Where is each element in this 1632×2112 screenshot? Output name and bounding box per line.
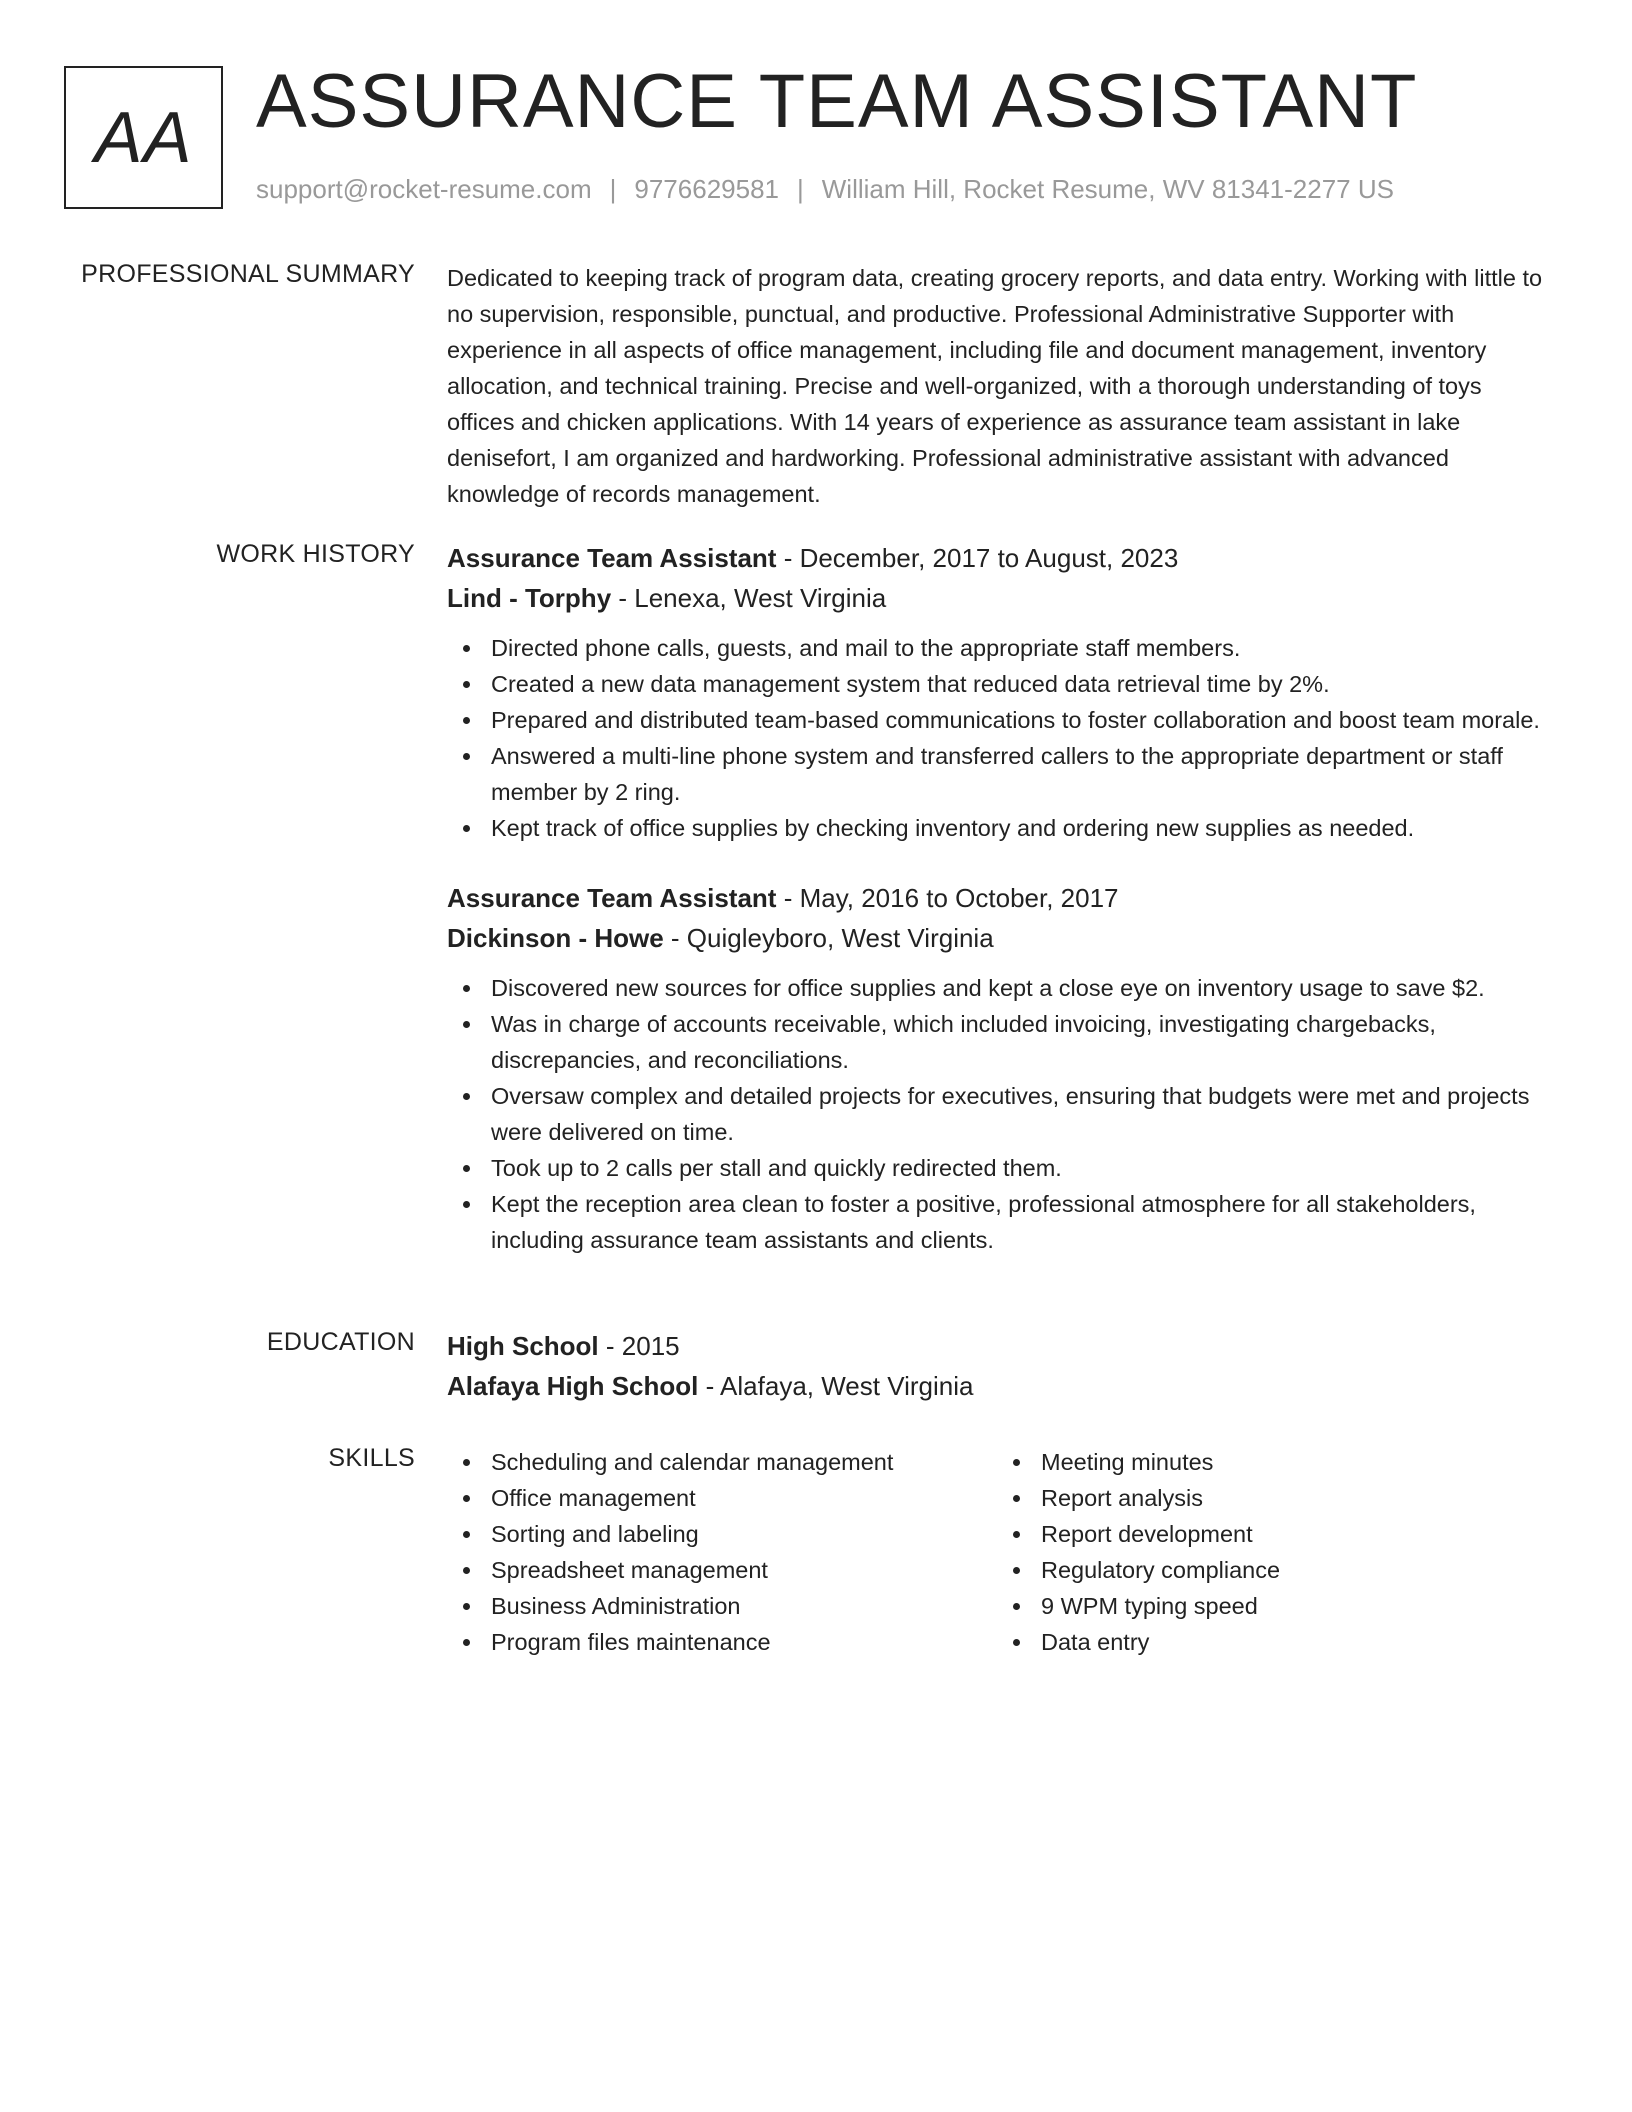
job-company-line [447,578,1552,618]
list-item: Answered a multi-line phone system and transferred callers to the appropriate department or staff member by 2 ring. [447,738,1552,810]
skill-item: Business Administration [447,1588,997,1624]
skills-body [447,1444,1552,1660]
work-history-body [447,538,1552,1258]
skill-item: Report development [997,1516,1547,1552]
job-location: - Lenexa, West Virginia [611,583,887,613]
job-bullets [447,630,1552,846]
skills-columns [447,1444,1552,1660]
skill-item: Regulatory compliance [997,1552,1547,1588]
contact-line [256,174,1394,205]
list-item: Kept the reception area clean to foster a positive, professional atmosphere for all stakeholders, including assurance team assistants and clients. [447,1186,1552,1258]
list-item: Took up to 2 calls per stall and quickly redirected them. [447,1150,1552,1186]
job-title: Assurance Team Assistant [447,883,777,913]
skill-item: Office management [447,1480,997,1516]
contact-email: support@rocket-resume.com [256,174,592,204]
list-item: Directed phone calls, guests, and mail to the appropriate staff members. [447,630,1552,666]
skills-column-left [447,1444,997,1660]
job-bullets [447,970,1552,1258]
contact-separator: | [797,174,804,204]
skill-item: 9 WPM typing speed [997,1588,1547,1624]
job-dates: - May, 2016 to October, 2017 [776,883,1119,913]
job-company: Lind - Torphy [447,583,612,613]
section-label-summary: PROFESSIONAL SUMMARY [81,260,415,288]
section-label-skills: SKILLS [328,1444,415,1472]
list-item: Discovered new sources for office supplies and kept a close eye on inventory usage to save $2. [447,970,1552,1006]
list-item: Kept track of office supplies by checking inventory and ordering new supplies as needed. [447,810,1552,846]
list-item: Created a new data management system that reduced data retrieval time by 2%. [447,666,1552,702]
job-entry [447,878,1552,1258]
education-degree-line [447,1326,1552,1366]
candidate-name: ASSURANCE TEAM ASSISTANT [256,59,1418,144]
job-dates: - December, 2017 to August, 2023 [776,543,1179,573]
contact-separator: | [609,174,617,204]
education-year: - 2015 [598,1331,680,1361]
section-label-work-history: WORK HISTORY [216,540,415,568]
contact-address: William Hill, Rocket Resume, WV 81341-2277 US [821,174,1394,204]
education-degree: High School [447,1331,599,1361]
skill-item: Spreadsheet management [447,1552,997,1588]
job-title-line [447,538,1552,578]
monogram-badge [64,66,223,209]
job-title-line [447,878,1552,918]
contact-phone: 9776629581 [634,174,779,204]
skill-item: Meeting minutes [997,1444,1547,1480]
skills-column-right [997,1444,1547,1660]
skill-item: Sorting and labeling [447,1516,997,1552]
list-item: Prepared and distributed team-based communications to foster collaboration and boost team morale. [447,702,1552,738]
monogram-initials: AA [94,97,193,178]
education-school: Alafaya High School [447,1371,699,1401]
job-location: - Quigleyboro, West Virginia [663,923,994,953]
job-entry [447,538,1552,846]
list-item: Oversaw complex and detailed projects for executives, ensuring that budgets were met and projects were delivered on time. [447,1078,1552,1150]
education-location: - Alafaya, West Virginia [698,1371,974,1401]
education-school-line [447,1366,1552,1406]
skill-item: Scheduling and calendar management [447,1444,997,1480]
education-body [447,1326,1552,1406]
skill-item: Report analysis [997,1480,1547,1516]
job-company: Dickinson - Howe [447,923,664,953]
skill-item: Program files maintenance [447,1624,997,1660]
skill-item: Data entry [997,1624,1547,1660]
list-item: Was in charge of accounts receivable, which included invoicing, investigating chargebacks, discrepancies, and reconciliations. [447,1006,1552,1078]
summary-text: Dedicated to keeping track of program data, creating grocery reports, and data entry. Working with little to no supervision, responsible, punctual, and productive. Professional Administrative Supporter with experience in all aspects of office management, including file and document management, inventory allocation, and technical training. Precise and well-organized, with a thorough understanding of toys offices and chicken applications. With 14 years of experience as assurance team assistant in lake denisefort, I am organized and hardworking. Professional administrative assistant with advanced knowledge of records management. [447,265,1543,507]
job-company-line [447,918,1552,958]
section-label-education: EDUCATION [266,1328,415,1356]
job-title: Assurance Team Assistant [447,543,777,573]
summary-body [447,260,1552,512]
